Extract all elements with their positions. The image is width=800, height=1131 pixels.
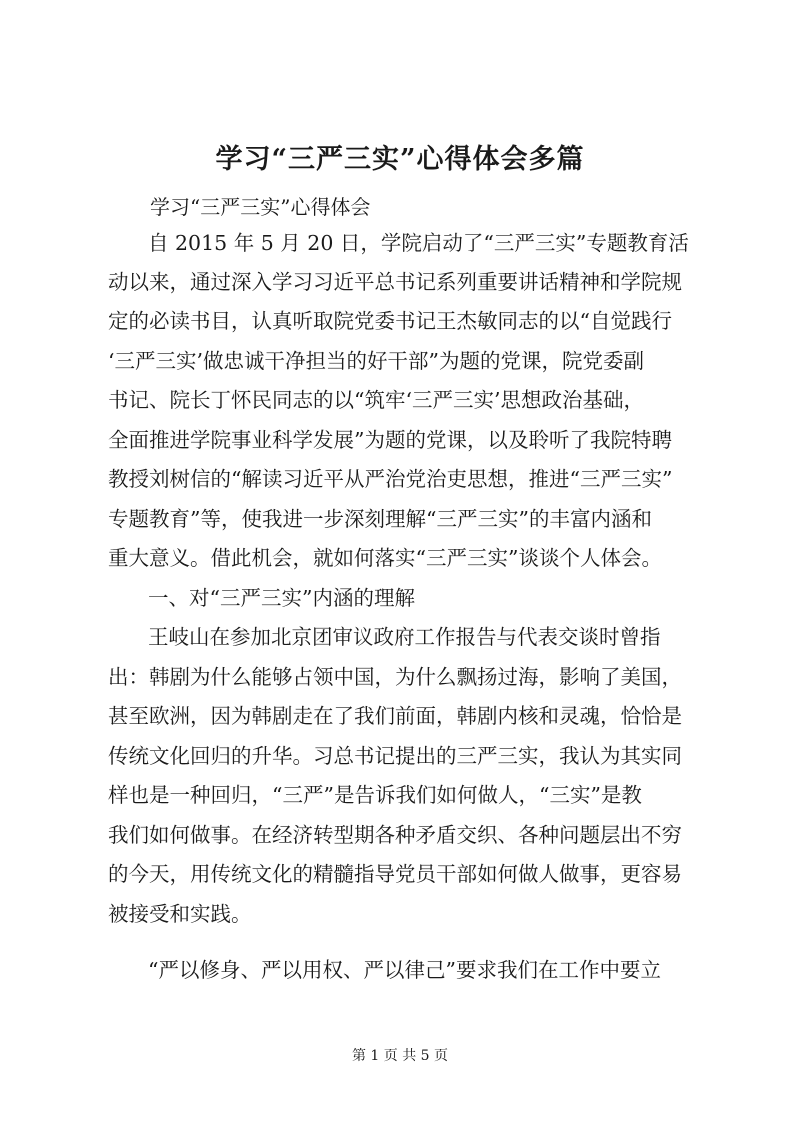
paragraph-line: 的今天，用传统文化的精髓指导党员干部如何做人做事，更容易: [108, 862, 682, 886]
paragraph-line: 定的必读书目，认真听取院党委书记王杰敏同志的以“自觉践行: [108, 309, 672, 333]
paragraph-line: 专题教育”等，使我进一步深刻理解“三严三实”的丰富内涵和: [108, 507, 652, 531]
page-footer: 第 1 页 共 5 页: [351, 1048, 449, 1064]
paragraph-line: 我们如何做事。在经济转型期各种矛盾交织、各种问题层出不穷: [108, 823, 682, 847]
section-heading: 一、对“三严三实”内涵的理解: [148, 586, 415, 610]
paragraph-line: 王岐山在参加北京团审议政府工作报告与代表交谈时曾指: [148, 625, 661, 649]
paragraph-line: 传统文化回归的升华。习总书记提出的三严三实，我认为其实同: [108, 744, 682, 768]
paragraph-line: 动以来，通过深入学习习近平总书记系列重要讲话精神和学院规: [108, 270, 682, 294]
paragraph-line: 甚至欧洲，因为韩剧走在了我们前面，韩剧内核和灵魂，恰恰是: [108, 704, 682, 728]
document-subtitle: 学习“三严三实”心得体会: [150, 195, 371, 219]
paragraph-line: 被接受和实践。: [108, 902, 252, 926]
paragraph-line: 书记、院长丁怀民同志的以“筑牢‘三严三实’思想政治基础，: [108, 388, 645, 412]
paragraph-line: 出：韩剧为什么能够占领中国，为什么飘扬过海，影响了美国，: [108, 665, 682, 689]
paragraph-line: 重大意义。借此机会，就如何落实“三严三实”谈谈个人体会。: [108, 546, 662, 570]
paragraph-line: 全面推进学院事业科学发展”为题的党课，以及聆听了我院特聘: [108, 428, 672, 452]
paragraph-line: ‘三严三实’做忠诚干净担当的好干部”为题的党课，院党委副: [108, 349, 645, 373]
paragraph-line: 样也是一种回归，“三严”是告诉我们如何做人，“三实”是教: [108, 783, 642, 807]
paragraph-line: “严以修身、严以用权、严以律己”要求我们在工作中要立: [148, 958, 661, 982]
document-title: 学习“三严三实”心得体会多篇: [215, 144, 585, 175]
paragraph-line: 教授刘树信的“解读习近平从严治党治吏思想，推进“三严三实”: [108, 467, 673, 491]
paragraph-line: 自 2015 年 5 月 20 日，学院启动了“三严三实”专题教育活: [148, 231, 689, 255]
